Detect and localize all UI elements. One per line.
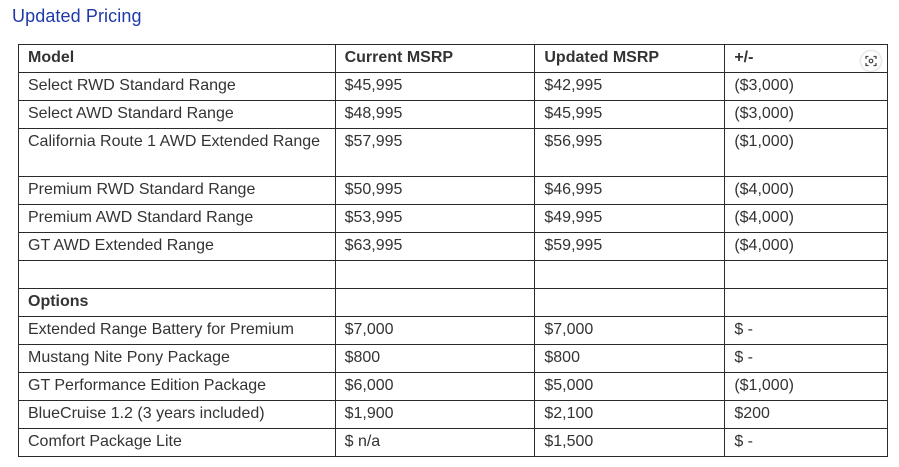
current-msrp-cell: $48,995 xyxy=(335,101,535,129)
difference-cell: ($1,000) xyxy=(725,373,888,401)
updated-msrp-cell: $1,500 xyxy=(535,429,725,457)
current-msrp-cell: $50,995 xyxy=(335,177,535,205)
table-row xyxy=(19,101,888,129)
table-row xyxy=(19,177,888,205)
table-row xyxy=(19,345,888,373)
model-cell: GT AWD Extended Range xyxy=(19,233,336,261)
scan-icon-glyph xyxy=(865,55,877,67)
model-cell: Select RWD Standard Range xyxy=(19,73,336,101)
empty-cell xyxy=(725,261,888,289)
table-row xyxy=(19,73,888,101)
header-model: Model xyxy=(19,45,336,73)
difference-cell: ($4,000) xyxy=(725,205,888,233)
difference-cell: ($3,000) xyxy=(725,101,888,129)
updated-msrp-cell: $46,995 xyxy=(535,177,725,205)
table-row xyxy=(19,205,888,233)
current-msrp-cell: $ n/a xyxy=(335,429,535,457)
scan-icon[interactable] xyxy=(861,51,881,71)
updated-msrp-cell: $800 xyxy=(535,345,725,373)
current-msrp-cell: $800 xyxy=(335,345,535,373)
header-updated-msrp: Updated MSRP xyxy=(535,45,725,73)
current-msrp-cell: $45,995 xyxy=(335,73,535,101)
option-cell: Mustang Nite Pony Package xyxy=(19,345,336,373)
empty-cell xyxy=(535,289,725,317)
page-title: Updated Pricing xyxy=(12,6,142,26)
table-row xyxy=(19,129,888,177)
option-cell: BlueCruise 1.2 (3 years included) xyxy=(19,401,336,429)
current-msrp-cell: $7,000 xyxy=(335,317,535,345)
updated-msrp-cell: $59,995 xyxy=(535,233,725,261)
table-row xyxy=(19,317,888,345)
empty-cell xyxy=(335,289,535,317)
empty-cell xyxy=(725,289,888,317)
updated-msrp-cell: $5,000 xyxy=(535,373,725,401)
current-msrp-cell: $1,900 xyxy=(335,401,535,429)
table-row xyxy=(19,373,888,401)
empty-cell xyxy=(535,261,725,289)
empty-row xyxy=(19,261,888,289)
model-cell: California Route 1 AWD Extended Range xyxy=(19,129,336,177)
difference-cell: $200 xyxy=(725,401,888,429)
header-difference: +/- xyxy=(725,45,888,73)
updated-msrp-cell: $49,995 xyxy=(535,205,725,233)
current-msrp-cell: $63,995 xyxy=(335,233,535,261)
updated-msrp-cell: $7,000 xyxy=(535,317,725,345)
model-cell: Premium AWD Standard Range xyxy=(19,205,336,233)
table-row xyxy=(19,401,888,429)
current-msrp-cell: $53,995 xyxy=(335,205,535,233)
difference-cell: $ - xyxy=(725,429,888,457)
difference-cell: ($4,000) xyxy=(725,233,888,261)
difference-cell: ($4,000) xyxy=(725,177,888,205)
updated-msrp-cell: $42,995 xyxy=(535,73,725,101)
empty-cell xyxy=(335,261,535,289)
empty-cell xyxy=(19,261,336,289)
model-cell: Select AWD Standard Range xyxy=(19,101,336,129)
option-cell: Extended Range Battery for Premium xyxy=(19,317,336,345)
current-msrp-cell: $6,000 xyxy=(335,373,535,401)
updated-msrp-cell: $56,995 xyxy=(535,129,725,177)
difference-cell: ($1,000) xyxy=(725,129,888,177)
options-heading-row xyxy=(19,289,888,317)
updated-msrp-cell: $45,995 xyxy=(535,101,725,129)
table-row xyxy=(19,233,888,261)
table-row xyxy=(19,429,888,457)
difference-cell: $ - xyxy=(725,317,888,345)
pricing-table xyxy=(18,44,888,457)
options-heading: Options xyxy=(19,289,336,317)
option-cell: GT Performance Edition Package xyxy=(19,373,336,401)
updated-msrp-cell: $2,100 xyxy=(535,401,725,429)
model-cell: Premium RWD Standard Range xyxy=(19,177,336,205)
option-cell: Comfort Package Lite xyxy=(19,429,336,457)
difference-cell: ($3,000) xyxy=(725,73,888,101)
current-msrp-cell: $57,995 xyxy=(335,129,535,177)
table-header-row xyxy=(19,45,888,73)
difference-cell: $ - xyxy=(725,345,888,373)
header-current-msrp: Current MSRP xyxy=(335,45,535,73)
